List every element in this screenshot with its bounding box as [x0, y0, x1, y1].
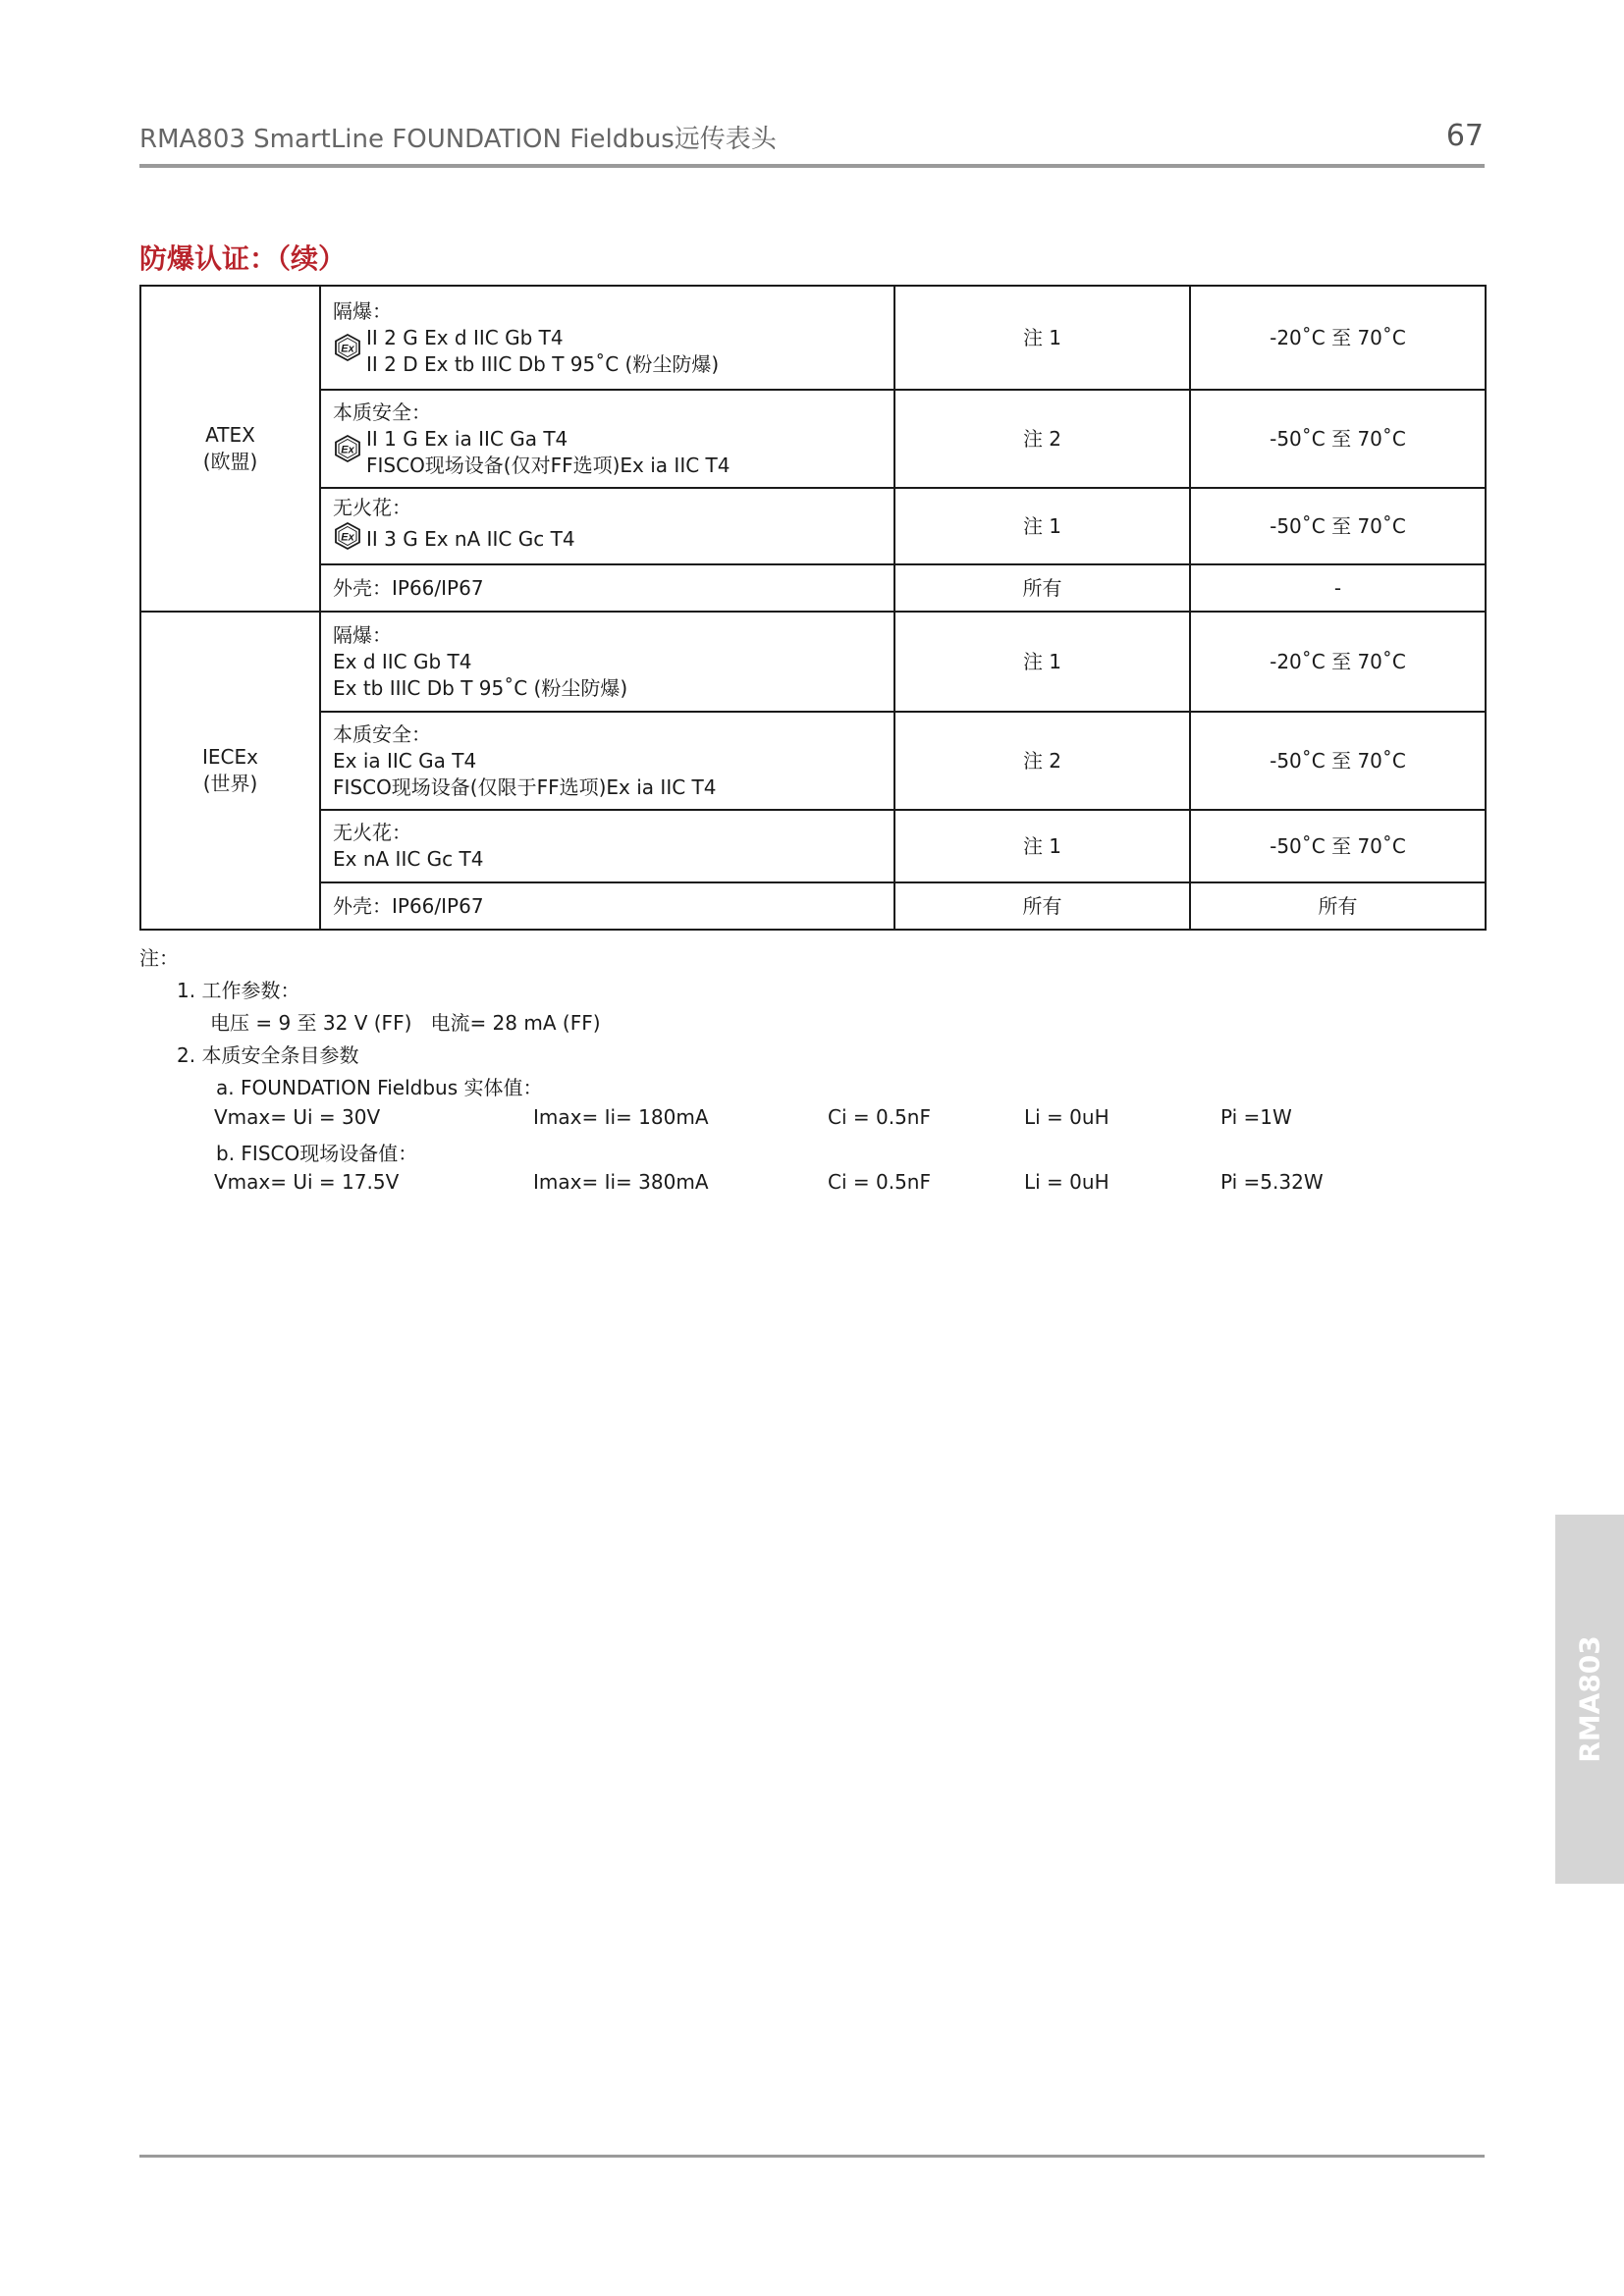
protection-category: 本质安全：: [333, 721, 431, 746]
marking-text: [333, 893, 882, 920]
temperature-cell: 所有: [1190, 882, 1486, 930]
param-ci: Ci = 0.5nF: [828, 1170, 931, 1194]
marking-line: II 3 G Ex nA IIC Gc T4: [366, 527, 575, 551]
param-ci: Ci = 0.5nF: [828, 1105, 931, 1129]
table-row: [140, 286, 1486, 390]
header-rule: [139, 164, 1485, 168]
side-tab: [1555, 1515, 1624, 1884]
table-row: [140, 564, 1486, 612]
marking-line: Ex d IIC Gb T4: [333, 649, 472, 673]
param-imax: Imax= Ii= 380mA: [533, 1170, 709, 1194]
marking-cell: [320, 810, 894, 882]
table-row: [140, 488, 1486, 564]
footer-rule: [139, 2155, 1485, 2158]
protection-category: 无火花：: [333, 821, 411, 844]
table-row: [140, 882, 1486, 930]
note-2-title: 2. 本质安全条目参数: [177, 1043, 359, 1067]
table-row: [140, 612, 1486, 712]
marking-text: [333, 748, 882, 801]
marking-text: [333, 575, 882, 602]
certification-table: [139, 285, 1487, 931]
marking-cell: [320, 390, 894, 488]
table-row: [140, 390, 1486, 488]
param-li: Li = 0uH: [1024, 1105, 1110, 1129]
note-cell: 注 1: [894, 810, 1190, 882]
temperature-cell: -50˚C 至 70˚C: [1190, 390, 1486, 488]
temperature-cell: -20˚C 至 70˚C: [1190, 286, 1486, 390]
marking-lines: [333, 649, 882, 702]
note-2b-title: b. FISCO现场设备值：: [216, 1142, 418, 1165]
region-cell: [140, 286, 320, 612]
region-label: (欧盟): [202, 450, 258, 473]
temperature-cell: -20˚C 至 70˚C: [1190, 612, 1486, 712]
marking-cell: [320, 564, 894, 612]
marking-line: FISCO现场设备(仅对FF选项)Ex ia IIC T4: [366, 453, 731, 477]
note-cell: 注 1: [894, 286, 1190, 390]
protection-category: 本质安全：: [333, 400, 431, 424]
table-row: [140, 810, 1486, 882]
param-vmax: Vmax= Ui = 30V: [214, 1105, 381, 1129]
temperature-cell: -50˚C 至 70˚C: [1190, 810, 1486, 882]
note-1-text: 电压 = 9 至 32 V (FF) 电流= 28 mA (FF): [210, 1011, 601, 1035]
ex-hexagon-icon: [333, 521, 362, 558]
marking-lines: [333, 846, 882, 873]
region-cell: [140, 612, 320, 930]
marking-lines: [333, 325, 882, 378]
marking-cell: [320, 882, 894, 930]
marking-line: 外壳：IP66/IP67: [333, 893, 484, 918]
marking-text: [333, 649, 882, 702]
marking-line: II 2 D Ex tb IIIC Db T 95˚C (粉尘防爆): [366, 351, 720, 376]
note-cell: 所有: [894, 564, 1190, 612]
marking-line: Ex nA IIC Gc T4: [333, 847, 484, 871]
section-title: 防爆认证：（续）: [139, 242, 347, 275]
marking-text: [366, 325, 719, 378]
marking-text: [366, 526, 575, 553]
marking-cell: [320, 286, 894, 390]
svg-text:Ex: Ex: [341, 343, 354, 355]
note-2b-values: [214, 1170, 1324, 1200]
note-cell: 所有: [894, 882, 1190, 930]
note-1-title: 1. 工作参数：: [177, 979, 300, 1002]
param-li: Li = 0uH: [1024, 1170, 1110, 1194]
note-cell: 注 1: [894, 612, 1190, 712]
table-row: [140, 712, 1486, 810]
marking-text: [366, 426, 730, 479]
marking-line: 外壳：IP66/IP67: [333, 575, 484, 600]
marking-line: Ex ia IIC Ga T4: [333, 748, 477, 773]
marking-line: FISCO现场设备(仅限于FF选项)Ex ia IIC T4: [333, 774, 717, 799]
marking-cell: [320, 712, 894, 810]
svg-text:Ex: Ex: [341, 531, 354, 544]
marking-line: II 1 G Ex ia IIC Ga T4: [366, 426, 568, 451]
param-pi: Pi =1W: [1220, 1105, 1292, 1129]
temperature-cell: -50˚C 至 70˚C: [1190, 712, 1486, 810]
note-2a-title: a. FOUNDATION Fieldbus 实体值：: [216, 1076, 543, 1099]
region-label: (世界): [202, 772, 258, 795]
marking-lines: [333, 426, 882, 479]
page-number: 67: [1445, 119, 1484, 153]
temperature-cell: -50˚C 至 70˚C: [1190, 488, 1486, 564]
protection-category: 无火花：: [333, 496, 411, 519]
note-cell: 注 1: [894, 488, 1190, 564]
marking-cell: [320, 612, 894, 712]
region-label: ATEX: [205, 423, 255, 447]
marking-lines: [333, 893, 882, 920]
marking-lines: [333, 748, 882, 801]
marking-cell: [320, 488, 894, 564]
note-cell: 注 2: [894, 390, 1190, 488]
marking-line: II 2 G Ex d IIC Gb T4: [366, 325, 564, 349]
marking-text: [333, 846, 882, 873]
temperature-cell: -: [1190, 564, 1486, 612]
protection-category: 隔爆：: [333, 298, 392, 323]
ex-hexagon-icon: [333, 333, 362, 369]
note-cell: 注 2: [894, 712, 1190, 810]
note-2a-values: [214, 1105, 1292, 1135]
ex-hexagon-icon: [333, 434, 362, 470]
param-imax: Imax= Ii= 180mA: [533, 1105, 709, 1129]
notes: [139, 942, 601, 1104]
svg-text:Ex: Ex: [341, 444, 354, 456]
marking-line: Ex tb IIIC Db T 95˚C (粉尘防爆): [333, 675, 628, 700]
certification-table-body: [140, 286, 1486, 930]
marking-lines: [333, 575, 882, 602]
side-tab-label: RMA803: [1573, 1635, 1606, 1763]
region-label: IECEx: [202, 745, 258, 769]
marking-lines: [333, 521, 882, 558]
protection-category: 隔爆：: [333, 622, 392, 647]
param-vmax: Vmax= Ui = 17.5V: [214, 1170, 400, 1194]
param-pi: Pi =5.32W: [1220, 1170, 1324, 1194]
header-title: RMA803 SmartLine FOUNDATION Fieldbus远传表头: [139, 125, 777, 154]
notes-label: 注：: [139, 946, 179, 970]
notes-2b: [139, 1138, 417, 1170]
